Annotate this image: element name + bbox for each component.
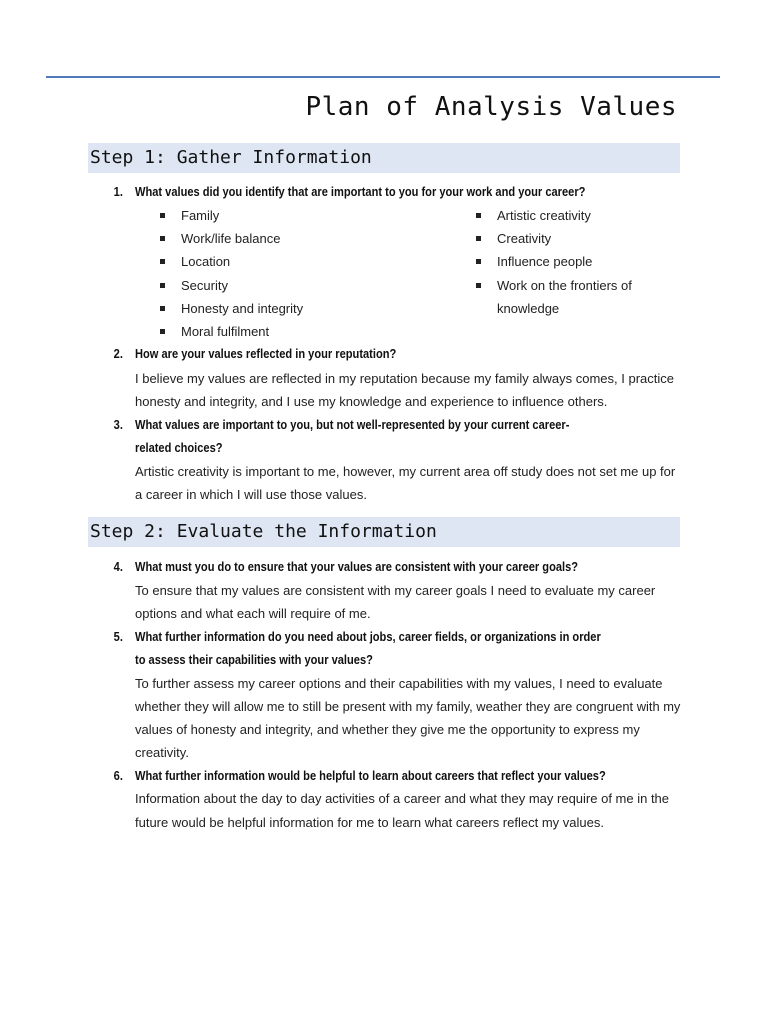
list-item: Creativity [497,230,632,253]
answer-5-line-1: To further assess my career options and their capabilities with my values, I need to evaluate [135,676,663,691]
list-item: Honesty and integrity [181,300,303,323]
question-3-text-line-1: What values are important to you, but not well-represented by your current career- [135,417,570,432]
answer-5-line-3: values of honesty and integrity, and whether they give me the opportunity to express my [135,722,640,737]
values-list-right [497,207,632,323]
answer-6-line-1: Information about the day to day activities of a career and what they may require of me in the [135,791,670,806]
bullet-square-icon [476,283,481,288]
question-3 [113,417,570,432]
question-2 [113,346,397,361]
bullet-square-icon [476,236,481,241]
bullet-square-icon [160,259,165,264]
bullet-square-icon [476,259,481,264]
answer-4-line-2: options and what each will require of me. [135,606,371,621]
list-item: Work on the frontiers of [497,277,632,300]
bullet-square-icon [160,236,165,241]
answer-5-line-2: whether they will allow me to still be present with my family, weather they are congruent with my [135,699,681,714]
question-5 [113,629,601,644]
bullet-square-icon [160,283,165,288]
question-2-text: How are your values reflected in your reputation? [135,346,397,361]
question-6 [113,768,606,783]
answer-4-line-1: To ensure that my values are consistent with my career goals I need to evaluate my career [135,583,656,598]
question-4-text: What must you do to ensure that your values are consistent with your career goals? [135,559,579,574]
question-6-number: 6. [113,768,123,783]
question-4 [113,559,579,574]
list-item: Influence people [497,253,632,276]
answer-3-line-1: Artistic creativity is important to me, however, my current area off study does not set me up for [135,464,676,479]
question-5-text-line-1: What further information do you need about jobs, career fields, or organizations in order [135,629,601,644]
bullet-square-icon [160,213,165,218]
values-list-left [181,207,303,346]
page-title: Plan of Analysis Values [305,92,677,122]
list-item: Artistic creativity [497,207,632,230]
top-rule [46,76,720,78]
list-item: Work/life balance [181,230,303,253]
bullet-square-icon [160,329,165,334]
question-2-number: 2. [113,346,123,361]
step-2-label: Step 2: Evaluate the Information [90,521,437,542]
question-5-line-2: to assess their capabilities with your values? [135,652,373,667]
list-item: Family [181,207,303,230]
question-4-number: 4. [113,559,123,574]
answer-2-line-1: I believe my values are reflected in my reputation because my family always comes, I practice [135,371,675,386]
list-item: Security [181,277,303,300]
question-3-line-2: related choices? [135,440,223,455]
bullet-square-icon [476,213,481,218]
question-1 [113,184,586,199]
step-1-label: Step 1: Gather Information [90,147,372,168]
step-1-banner [88,143,680,173]
bullet-square-icon [160,306,165,311]
question-1-text: What values did you identify that are important to you for your work and your career? [135,184,586,199]
list-item: knowledge [497,300,560,316]
list-item: Location [181,253,303,276]
question-5-number: 5. [113,629,123,644]
question-1-number: 1. [113,184,123,199]
answer-5-line-4: creativity. [135,745,189,760]
answer-3-line-2: a career in which I will use those values. [135,487,367,502]
answer-2-line-2: honesty and integrity, and I use my knowledge and experience to influence others. [135,394,608,409]
question-6-text: What further information would be helpful to learn about careers that reflect your values? [135,768,606,783]
list-item: Moral fulfilment [181,323,303,346]
question-3-number: 3. [113,417,123,432]
answer-6-line-2: future would be helpful information for me to learn what careers reflect my values. [135,815,604,830]
step-2-banner [88,517,680,547]
